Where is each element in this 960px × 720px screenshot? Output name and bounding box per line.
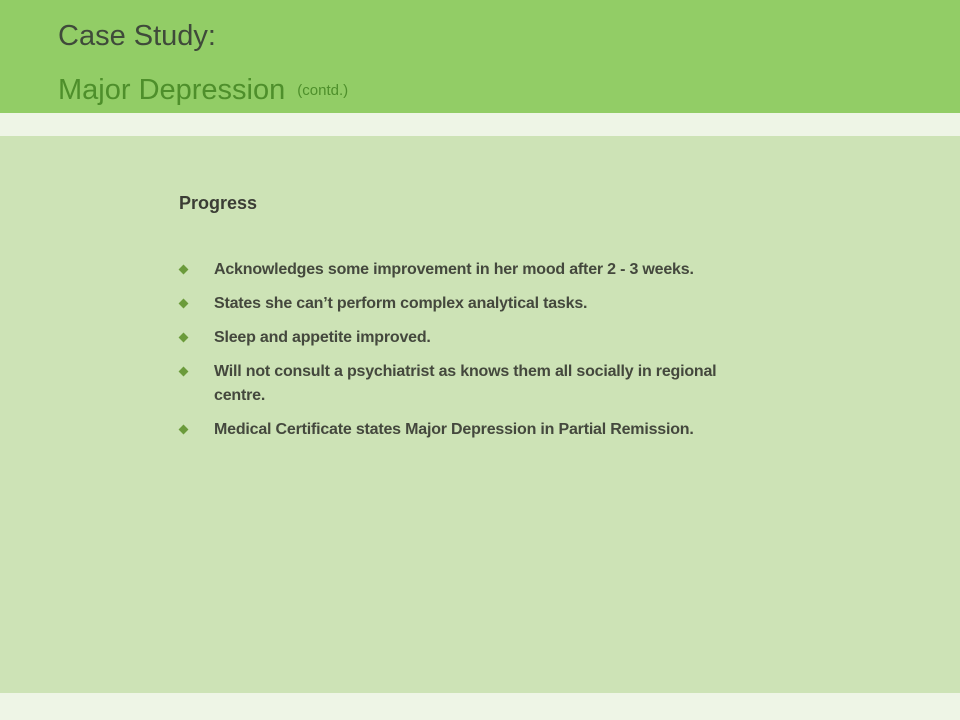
- list-item: [179, 292, 719, 316]
- diamond-bullet-icon: [179, 299, 189, 309]
- slide-title: Case Study:: [58, 20, 216, 52]
- list-item: [179, 258, 719, 282]
- diamond-bullet-icon: [179, 367, 189, 377]
- divider-stripe: [0, 113, 960, 136]
- bullet-text: Acknowledges some improvement in her mood after 2 - 3 weeks.: [214, 261, 694, 278]
- bullet-text: States she can’t perform complex analytical tasks.: [214, 295, 588, 312]
- list-item: [179, 326, 719, 350]
- bullet-text: Sleep and appetite improved.: [214, 329, 431, 346]
- title-bar: [0, 0, 960, 113]
- section-heading: Progress: [179, 193, 258, 213]
- subtitle-text: Major Depression: [58, 74, 286, 106]
- bullet-text: Will not consult a psychiatrist as knows them all socially in regional centre.: [214, 363, 717, 404]
- footer-stripe: [0, 693, 960, 720]
- slide-subtitle: [58, 74, 348, 107]
- list-item: [179, 418, 719, 442]
- diamond-bullet-icon: [179, 425, 189, 435]
- bullet-list: [179, 258, 719, 452]
- subtitle-suffix: (contd.): [297, 82, 349, 99]
- bullet-text: Medical Certificate states Major Depression in Partial Remission.: [214, 421, 694, 438]
- diamond-bullet-icon: [179, 333, 189, 343]
- list-item: [179, 360, 719, 408]
- diamond-bullet-icon: [179, 265, 189, 275]
